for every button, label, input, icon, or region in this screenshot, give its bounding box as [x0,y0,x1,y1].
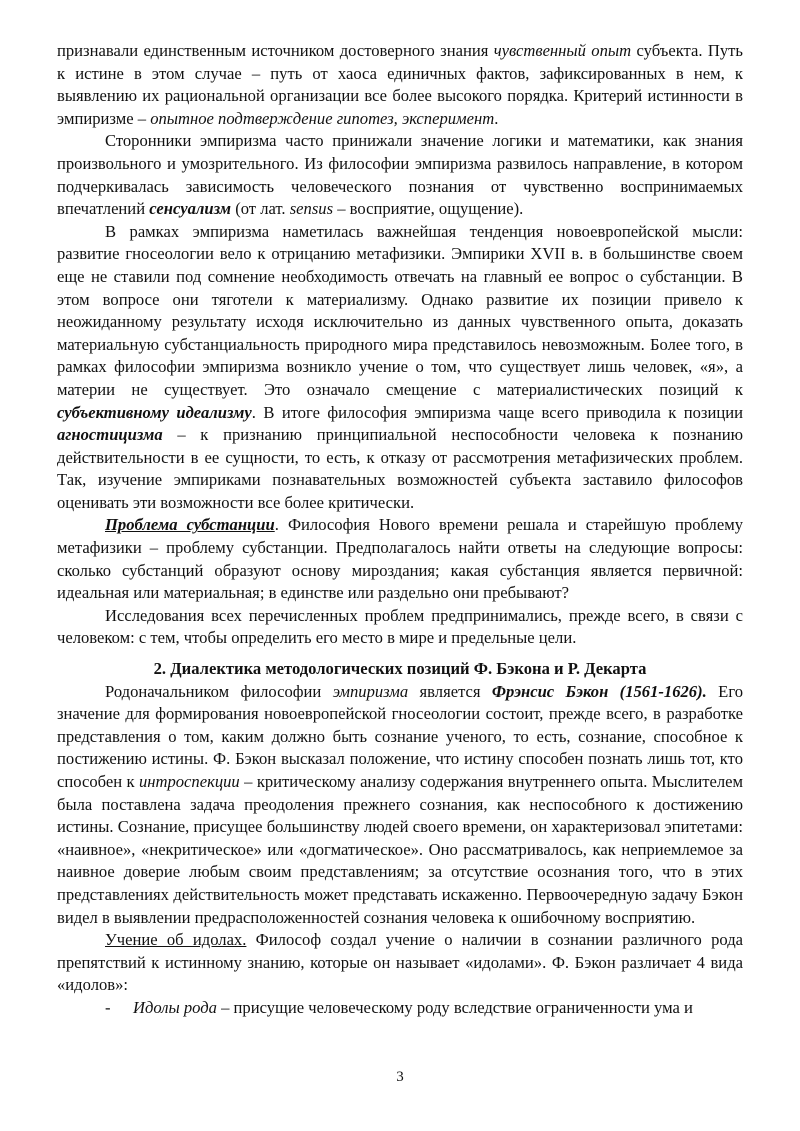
text-span: Философ создал учение о наличии в сознании различного рода препятствий к истинному знанию, которые он называет «идолами». Ф. Бэкон различает 4 вида «идолов»: [57,930,744,995]
bold-italic-term: агностицизма [57,425,163,445]
list-item [57,997,743,1020]
section-heading: 2. Диалектика методологических позиций Ф. Бэкона и Р. Декарта [153,659,647,679]
text-span: – критическому анализу содержания внутреннего опыта. Мыслителем была поставлена задача преодоления прежнего сознания, как неспособного к достижению истины. Сознание, присущее большинству людей своего времени, он характеризовал эпитетами: «наивное», «некритическое» или «догматическое». Оно рассматривалось, как неприемлемое за наивное доверие любым своим представлениям; за отсутствие осознания того, что в этих представлениях действительность может представать искаженно. Первоочередную задачу Бэкон видел в выявлении предрасположенностей сознания человека к ошибочному восприятию. [57,772,743,927]
bold-italic-term: сенсуализм [149,199,232,219]
text-span: Сторонники эмпиризма часто принижали значение логики и математики, как знания произвольного и умозрительного. Из философии эмпиризма развилось направление, в котором подчеркивалась зависимость человеческого познания от чувственно воспринимаемых впечатлений [57,131,743,219]
page-number: 3 [396,1069,404,1085]
italic-term: эмпиризма [332,681,409,701]
text-span: . В итоге философия эмпиризма чаще всего приводила к позиции [251,402,743,422]
text-span: признавали единственным источником достоверного знания [57,41,494,60]
text-span: – к признанию принципиальной неспособности человека к познанию действительности в ее сущности, то есть, к отказу от рассмотрения метафизических проблем. Так, изучение эмпириками познавательных возможностей субъекта заставило философов оценивать эти возможности все более критически. [57,425,743,512]
paragraph-empiricism-intro [57,40,743,130]
italic-term: опытное подтверждение гипотез, эксперимент [150,108,495,128]
bold-italic-term: Фрэнсис Бэкон (1561-1626). [491,681,707,701]
text-span: – восприятие, ощущение). [333,199,524,219]
bullet-dash: - [105,997,111,1017]
text-span: (от лат. [231,199,290,219]
paragraph-substance-problem [57,514,743,604]
text-span: . Философия Нового времени решала и старейшую проблему метафизики – проблему субстанции. Предполагалось найти ответы на следующие вопросы: сколько субстанций образуют основу мироздания; какая субстанция является первичной: идеальная или материальная; в единстве или раздельно они пребывают? [57,515,743,603]
italic-term: Идолы рода [133,997,217,1017]
italic-term: sensus [289,199,334,219]
text-span: Его значение для формирования новоевропейской гносеологии состоит, прежде всего, в разработке представления о том, каким должно быть сознание ученого, то есть, сознание, способное к постижению истины. Ф. Бэкон высказал положение, что истину способен познать лишь тот, кто способен к [57,681,744,791]
text-span: Родоначальником философии [105,681,333,701]
section-lead-term: Проблема субстанции [105,515,275,535]
paragraph-idols [57,929,743,997]
text-span: субъекта. Путь к истине в этом случае – путь от хаоса единичных фактов, зафиксированных в нем, к выявлению их рациональной организации все более высокого порядка. Критерий истинности в эмпиризме – [57,41,743,128]
paragraph-bacon [57,681,743,930]
italic-term: чувственный опыт [493,41,632,60]
underlined-term: Учение об идолах. [105,930,247,950]
italic-term: интроспекции [138,772,240,791]
bold-italic-term: субъективному идеализму [57,402,252,422]
text-span: . [494,108,499,128]
paragraph-sensualism [57,130,743,220]
paragraph-research: Исследования всех перечисленных проблем предпринимались, прежде всего, в связи с человеком: с тем, чтобы определить его место в мире и предельные цели. [57,605,743,648]
paragraph-metaphysics [57,221,743,515]
text-span: является [408,681,492,701]
text-span: В рамках эмпиризма наметилась важнейшая тенденция новоевропейской мысли: развитие гносеологии вело к отрицанию метафизики. Эмпирики XVII в. в большинстве своем еще не ставили под сомнение необходимость отвечать на главный ее вопрос о субстанции. В этом вопросе они тяготели к материализму. Однако развитие их позиции привело к неожиданному результату исходя исключительно из данных чувственного опыта, доказать материальную субстанциальность природного мира представилось невозможным. Более того, в рамках философии эмпиризма возникло учение о том, что существует лишь человек, «я», а материи не существует. Это означало смещение с материалистических позиций к [57,221,743,399]
text-span: – присущие человеческому роду вследствие ограниченности ума и [216,997,693,1017]
